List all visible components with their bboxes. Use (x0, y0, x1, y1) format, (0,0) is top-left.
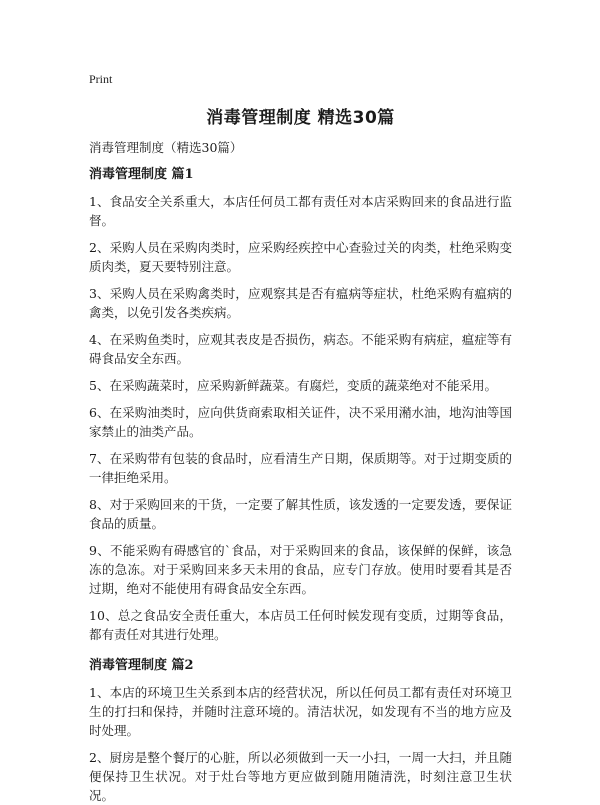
paragraph: 7、在采购带有包装的食品时，应看清生产日期，保质期等。对于过期变质的一律拒绝采用。 (89, 451, 512, 485)
document-subtitle: 消毒管理制度（精选30篇） (89, 140, 243, 155)
paragraph: 4、在采购鱼类时，应观其表皮是否损伤，病态。不能采购有病症，瘟症等有碍食品安全东西。 (89, 332, 512, 366)
section-heading: 消毒管理制度 篇1 (89, 167, 194, 182)
paragraph: 5、在采购蔬菜时，应采购新鲜蔬菜。有腐烂，变质的蔬菜绝对不能采用。 (89, 378, 497, 393)
paragraph: 1、本店的环境卫生关系到本店的经营状况，所以任何员工都有责任对环境卫生的打扫和保持，并随时注意环境的。清洁状况，如发现有不当的地方应及时处理。 (89, 685, 512, 738)
paragraph: 1、食品安全关系重大，本店任何员工都有责任对本店采购回来的食品进行监督。 (89, 194, 512, 228)
section-2 (89, 657, 512, 805)
section-heading: 消毒管理制度 篇2 (89, 658, 194, 673)
paragraph: 2、采购人员在采购肉类时，应采购经疾控中心查验过关的肉类，杜绝采购变质肉类，夏天要特别注意。 (89, 240, 512, 274)
paragraph: 2、厨房是整个餐厅的心脏，所以必须做到一天一小扫，一周一大扫，并且随便保持卫生状况。对于灶台等地方更应做到随用随清洗，时刻注意卫生状况。 (89, 750, 512, 803)
paragraph: 10、总之食品安全责任重大，本店员工任何时候发现有变质，过期等食品，都有责任对其进行处理。 (89, 608, 512, 642)
paragraph: 3、采购人员在采购禽类时，应观察其是否有瘟病等症状，杜绝采购有瘟病的禽类，以免引发各类疾病。 (89, 286, 512, 320)
document-title: 消毒管理制度 精选30篇 (206, 108, 395, 128)
paragraph: 8、对于采购回来的干货，一定要了解其性质，该发透的一定要发透，要保证食品的质量。 (89, 497, 512, 531)
section-1 (89, 166, 512, 644)
paragraph: 6、在采购油类时，应向供货商索取相关证件，决不采用潲水油，地沟油等国家禁止的油类产品。 (89, 405, 512, 439)
paragraph: 9、不能采购有碍感官的`食品，对于采购回来的食品，该保鲜的保鲜，该急冻的急冻。对于采购回来多天未用的食品，应专门存放。使用时要看其是否过期，绝对不能使用有碍食品安全东西。 (89, 543, 512, 596)
print-label: Print (89, 72, 113, 86)
